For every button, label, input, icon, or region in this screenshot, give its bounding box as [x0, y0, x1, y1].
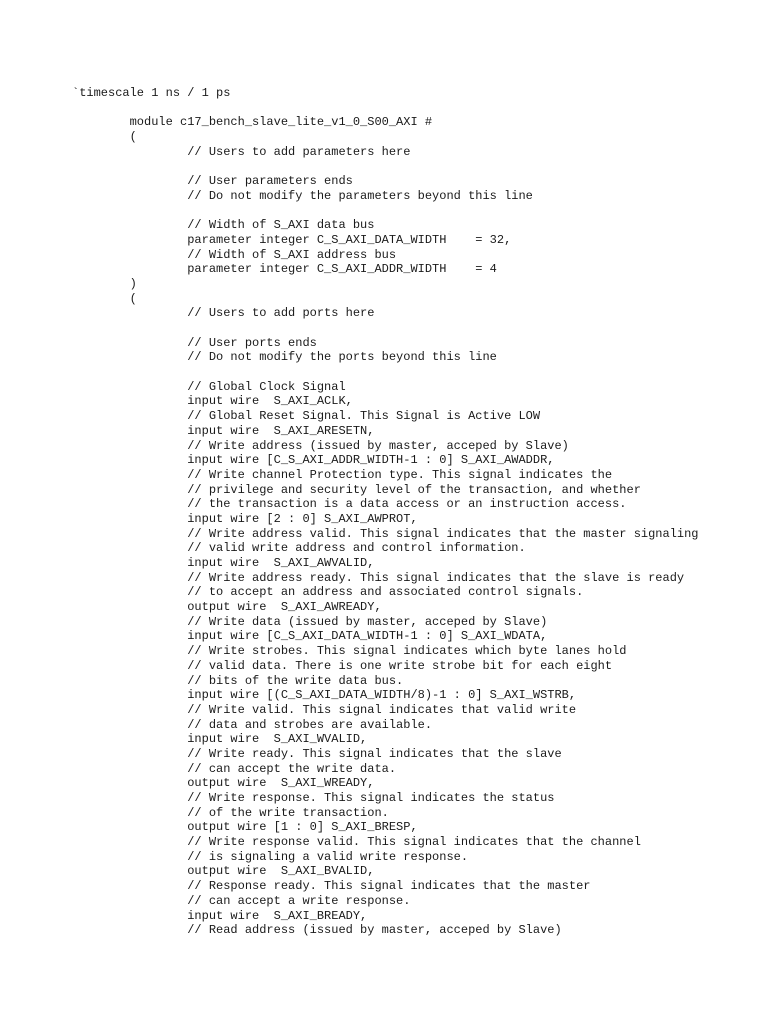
code-line: parameter integer C_S_AXI_DATA_WIDTH = 32,	[72, 232, 512, 247]
code-line: // Write data (issued by master, acceped by Slave)	[72, 614, 548, 629]
code-line	[72, 321, 762, 336]
code-line: input wire [C_S_AXI_DATA_WIDTH-1 : 0] S_AXI_WDATA,	[72, 629, 548, 644]
code-line: // Global Reset Signal. This Signal is Active LOW	[72, 409, 541, 424]
code-line: // Write response valid. This signal indicates that the channel	[72, 835, 641, 850]
code-line: // bits of the write data bus.	[72, 673, 404, 688]
code-line: // can accept a write response.	[72, 893, 411, 908]
code-document	[72, 86, 762, 938]
code-line: // Do not modify the parameters beyond this line	[72, 188, 533, 203]
code-line: // of the write transaction.	[72, 805, 389, 820]
code-line: (	[72, 291, 137, 306]
code-line: // Write address (issued by master, acceped by Slave)	[72, 438, 569, 453]
code-line: output wire S_AXI_AWREADY,	[72, 600, 382, 615]
code-line: // valid write address and control information.	[72, 541, 526, 556]
code-line: // is signaling a valid write response.	[72, 849, 469, 864]
code-line: // Write strobes. This signal indicates which byte lanes hold	[72, 644, 627, 659]
code-line: input wire S_AXI_BREADY,	[72, 908, 368, 923]
code-line	[72, 159, 762, 174]
code-line	[72, 365, 762, 380]
code-line: parameter integer C_S_AXI_ADDR_WIDTH = 4	[72, 262, 497, 277]
code-line: (	[72, 130, 137, 145]
code-line: output wire [1 : 0] S_AXI_BRESP,	[72, 820, 418, 835]
code-line: // User parameters ends	[72, 174, 353, 189]
code-line: // Read address (issued by master, acceped by Slave)	[72, 923, 562, 938]
code-line: input wire [C_S_AXI_ADDR_WIDTH-1 : 0] S_AXI_AWADDR,	[72, 453, 555, 468]
code-line: // Do not modify the ports beyond this line	[72, 350, 497, 365]
code-line: module c17_bench_slave_lite_v1_0_S00_AXI #	[72, 115, 433, 130]
code-line: output wire S_AXI_BVALID,	[72, 864, 375, 879]
code-line: input wire S_AXI_ARESETN,	[72, 423, 375, 438]
code-line: // Width of S_AXI data bus	[72, 218, 375, 233]
code-line: // Write ready. This signal indicates that the slave	[72, 746, 562, 761]
code-line: // data and strobes are available.	[72, 717, 433, 732]
code-line: // valid data. There is one write strobe bit for each eight	[72, 658, 613, 673]
code-line: // Write valid. This signal indicates that valid write	[72, 702, 577, 717]
code-line: // Write address valid. This signal indicates that the master signaling	[72, 526, 699, 541]
code-line: // Width of S_AXI address bus	[72, 247, 397, 262]
code-line: input wire S_AXI_ACLK,	[72, 394, 353, 409]
code-line: input wire [(C_S_AXI_DATA_WIDTH/8)-1 : 0] S_AXI_WSTRB,	[72, 688, 577, 703]
code-line: // Users to add ports here	[72, 306, 375, 321]
code-line: input wire S_AXI_AWVALID,	[72, 556, 375, 570]
code-line: // to accept an address and associated control signals.	[72, 585, 584, 600]
code-line: // User ports ends	[72, 335, 317, 350]
code-line: output wire S_AXI_WREADY,	[72, 776, 375, 791]
code-line: // Write channel Protection type. This signal indicates the	[72, 467, 613, 482]
code-line: // Global Clock Signal	[72, 379, 346, 394]
code-line: // Write response. This signal indicates the status	[72, 791, 555, 805]
code-line: // the transaction is a data access or an instruction access.	[72, 497, 627, 512]
code-line: )	[72, 276, 137, 291]
code-line: // can accept the write data.	[72, 761, 397, 776]
code-line: input wire [2 : 0] S_AXI_AWPROT,	[72, 511, 418, 526]
code-line: input wire S_AXI_WVALID,	[72, 732, 368, 747]
code-line	[72, 204, 762, 219]
code-line: `timescale 1 ns / 1 ps	[72, 86, 231, 100]
code-line	[72, 101, 762, 116]
code-line: // Response ready. This signal indicates that the master	[72, 879, 591, 894]
code-line: // Users to add parameters here	[72, 144, 411, 159]
code-line: // Write address ready. This signal indicates that the slave is ready	[72, 570, 685, 585]
code-line: // privilege and security level of the transaction, and whether	[72, 482, 641, 497]
